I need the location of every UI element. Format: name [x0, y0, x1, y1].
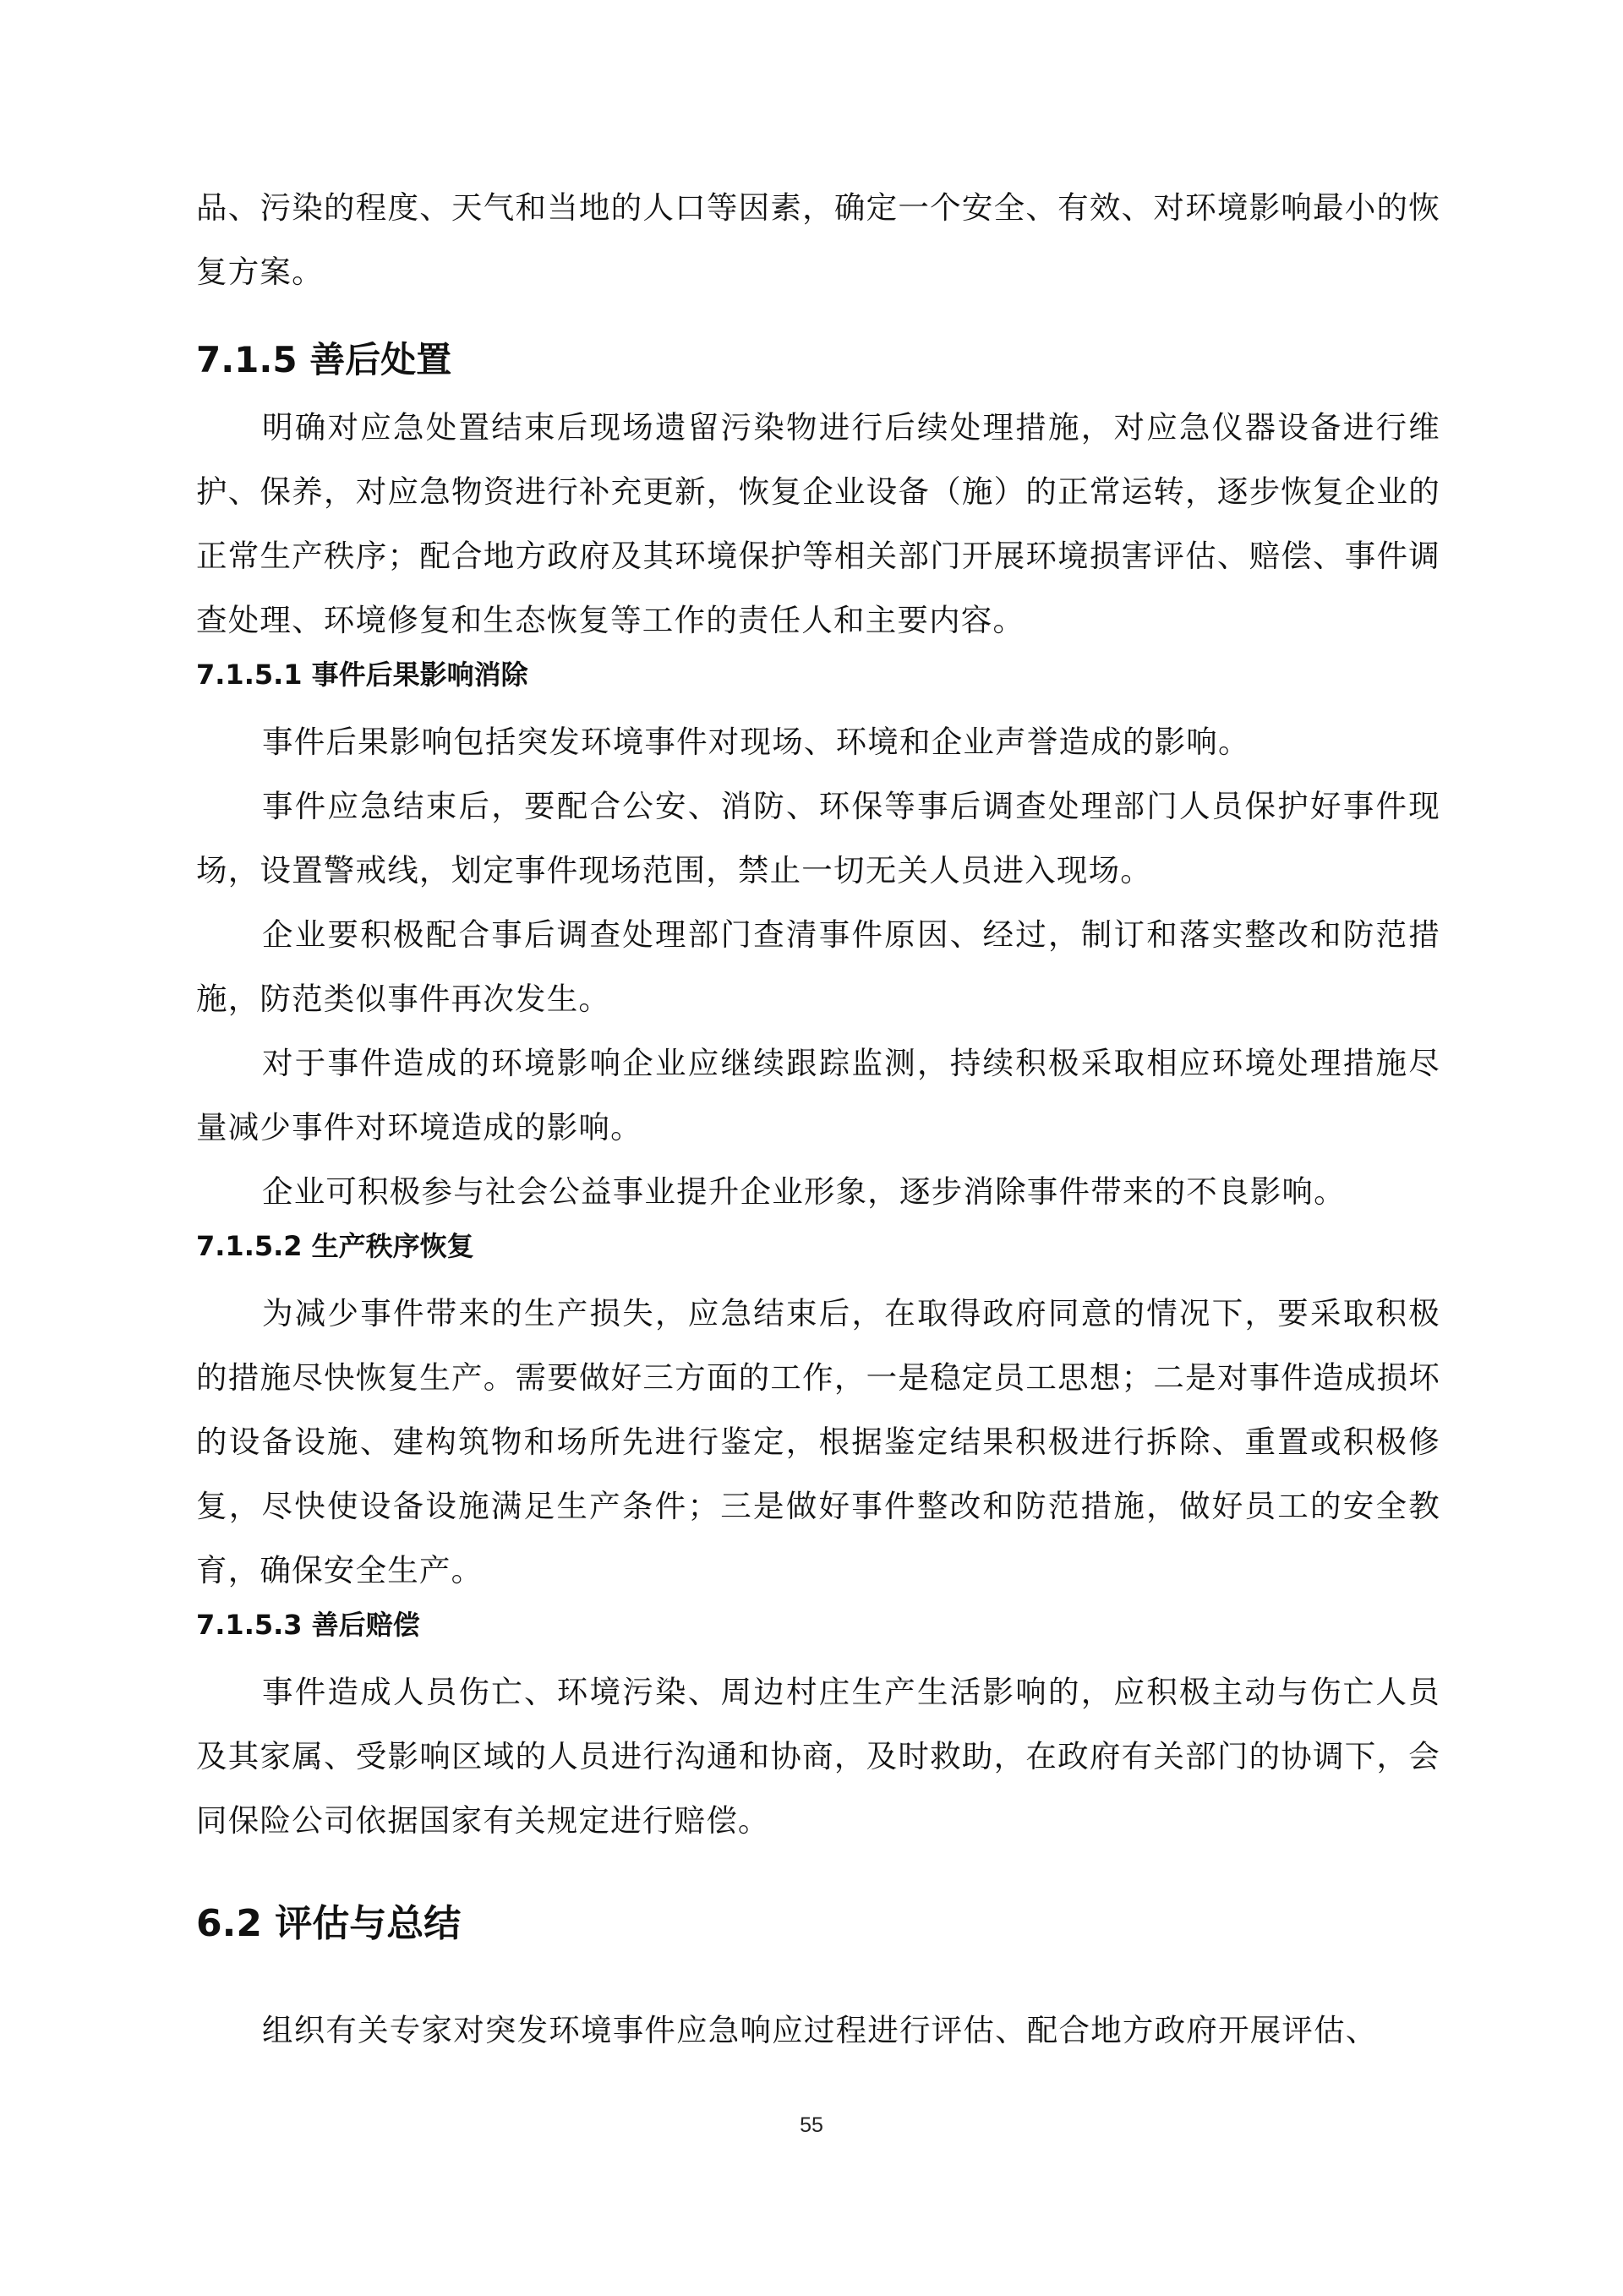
section-6-2-paragraph: 组织有关专家对突发环境事件应急响应过程进行评估、配合地方政府开展评估、	[262, 2012, 1378, 2048]
section-7-1-5-1-paragraph-2: 事件应急结束后，要配合公安、消防、环保等事后调查处理部门人员保护好事件现场，设置警戒线，划定事件现场范围，禁止一切无关人员进入现场。	[196, 788, 1440, 888]
intro-paragraph: 品、污染的程度、天气和当地的人口等因素，确定一个安全、有效、对环境影响最小的恢复方案。	[196, 189, 1440, 290]
section-heading-7-1-5-3: 7.1.5.3 善后赔偿	[196, 1609, 420, 1641]
section-7-1-5-1-paragraph-1: 事件后果影响包括突发环境事件对现场、环境和企业声誉造成的影响。	[262, 724, 1250, 760]
page-number: 55	[800, 2113, 823, 2137]
section-7-1-5-paragraph: 明确对应急处置结束后现场遗留污染物进行后续处理措施，对应急仪器设备进行维护、保养，对应急物资进行补充更新，恢复企业设备（施）的正常运转，逐步恢复企业的正常生产秩序；配合地方政府及其环境保护等相关部门开展环境损害评估、赔偿、事件调查处理、环境修复和生态恢复等工作的责任人和主要内容。	[196, 409, 1440, 638]
section-heading-7-1-5-1: 7.1.5.1 事件后果影响消除	[196, 659, 528, 691]
section-heading-6-2: 6.2 评估与总结	[196, 1902, 462, 1945]
section-7-1-5-1-paragraph-3: 企业要积极配合事后调查处理部门查清事件原因、经过，制订和落实整改和防范措施，防范类似事件再次发生。	[196, 916, 1440, 1017]
section-heading-7-1-5: 7.1.5 善后处置	[196, 339, 452, 380]
section-7-1-5-1-paragraph-5: 企业可积极参与社会公益事业提升企业形象，逐步消除事件带来的不良影响。	[262, 1173, 1346, 1210]
page-content	[196, 176, 1440, 2063]
section-7-1-5-2-paragraph: 为减少事件带来的生产损失，应急结束后，在取得政府同意的情况下，要采取积极的措施尽快恢复生产。需要做好三方面的工作，一是稳定员工思想；二是对事件造成损坏的设备设施、建构筑物和场所先进行鉴定，根据鉴定结果积极进行拆除、重置或积极修复，尽快使设备设施满足生产条件；三是做好事件整改和防范措施，做好员工的安全教育，确保安全生产。	[196, 1295, 1440, 1588]
section-7-1-5-3-paragraph: 事件造成人员伤亡、环境污染、周边村庄生产生活影响的，应积极主动与伤亡人员及其家属、受影响区域的人员进行沟通和协商，及时救助，在政府有关部门的协调下，会同保险公司依据国家有关规定进行赔偿。	[196, 1674, 1440, 1839]
section-7-1-5-1-paragraph-4: 对于事件造成的环境影响企业应继续跟踪监测，持续积极采取相应环境处理措施尽量减少事件对环境造成的影响。	[196, 1045, 1440, 1145]
section-heading-7-1-5-2: 7.1.5.2 生产秩序恢复	[196, 1230, 474, 1262]
